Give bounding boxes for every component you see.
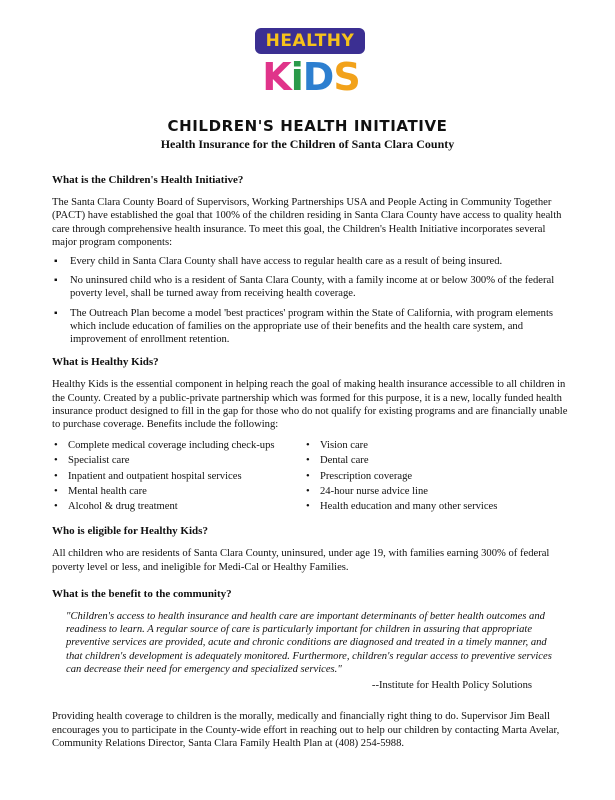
logo-healthy-word: HEALTHY: [255, 28, 365, 54]
logo-letter: i: [290, 55, 303, 99]
section-heading: What is the benefit to the community?: [52, 587, 232, 600]
page-subtitle: Health Insurance for the Children of Santa Clara County: [160, 137, 455, 151]
list-item: ▪ The Outreach Plan become a model 'best practices' program within the State of California, with program elements which include education of families on the appropriate use of their benefits and the health care system, and improvement of enrollment retention.: [52, 307, 572, 347]
page-title: CHILDREN'S HEALTH INITIATIVE: [167, 117, 448, 135]
logo-kids-word: [261, 54, 361, 100]
closing-paragraph: Providing health coverage to children is the morally, medically and financially right thing to do. Supervisor Jim Beall encourages you to participate in the County-wide effort in reaching out to help our children by contacting Marta Avelar, Community Relations Director, Santa Clara Family Health Plan at (408) 254-5988.: [52, 711, 560, 749]
list-item: • Health education and many other services: [304, 500, 544, 513]
list-item: • 24-hour nurse advice line: [304, 485, 544, 498]
quote-attribution: --Institute for Health Policy Solutions: [371, 680, 532, 692]
logo-letter: S: [333, 55, 360, 99]
list-item: • Prescription coverage: [304, 470, 544, 483]
section-paragraph: All children who are residents of Santa Clara County, uninsured, under age 19, with families earning 300% of federal poverty level or less, and ineligible for Medi-Cal or Healthy Families.: [52, 548, 550, 573]
document-body: [52, 174, 572, 756]
benefits-column-right: [304, 439, 544, 515]
benefits-column-left: [52, 439, 304, 515]
section-paragraph: The Santa Clara County Board of Supervisors, Working Partnerships USA and People Acting in Community Together (PACT) have established the goal that 100% of the children residing in Santa Clara County have access to quality health care through comprehensive health insurance. To meet this goal, the Children's Health Initiative incorporates several major program components:: [52, 197, 562, 248]
list-item: • Mental health care: [52, 485, 304, 498]
logo-letter: D: [302, 55, 334, 99]
healthy-kids-logo: [255, 28, 365, 100]
list-item: • Dental care: [304, 454, 544, 467]
section-heading: What is Healthy Kids?: [52, 356, 159, 369]
section-heading: What is the Children's Health Initiative?: [52, 174, 244, 186]
program-components-list: [52, 255, 572, 346]
list-item: • Complete medical coverage including check-ups: [52, 439, 304, 452]
section-paragraph: Healthy Kids is the essential component in helping reach the goal of making health insurance accessible to all children in the County. Created by a public-private partnership which was formed for this purpose, it is a new, locally funded health insurance product designed to fill in the gap for those who do not qualify for existing programs and are financially unable to purchase coverage. Benefits include the following:: [52, 379, 568, 431]
list-item: ▪ Every child in Santa Clara County shall have access to regular health care as a result of being insured.: [52, 255, 572, 268]
quote-text: "Children's access to health insurance and health care are important determinants of better health outcomes and readiness to learn. A regular source of care is particularly important for children in assuring that appropriate preventive services are provided, acute and chronic conditions are diagnosed and treated in a timely manner, and that children's development is adequately monitored. Furthermore, children's regular access to preventive services can decrease their need for emergency and specialized services.": [66, 611, 552, 675]
logo-letter: K: [262, 55, 291, 99]
section-heading: Who is eligible for Healthy Kids?: [52, 525, 208, 538]
list-item: ▪ No uninsured child who is a resident of Santa Clara County, with a family income at or below 300% of the federal poverty level, shall be turned away from receiving health coverage.: [52, 274, 572, 300]
benefits-list: [52, 439, 572, 515]
list-item: • Alcohol & drug treatment: [52, 500, 304, 513]
list-item: • Specialist care: [52, 454, 304, 467]
list-item: • Vision care: [304, 439, 544, 452]
list-item: • Inpatient and outpatient hospital services: [52, 470, 304, 483]
